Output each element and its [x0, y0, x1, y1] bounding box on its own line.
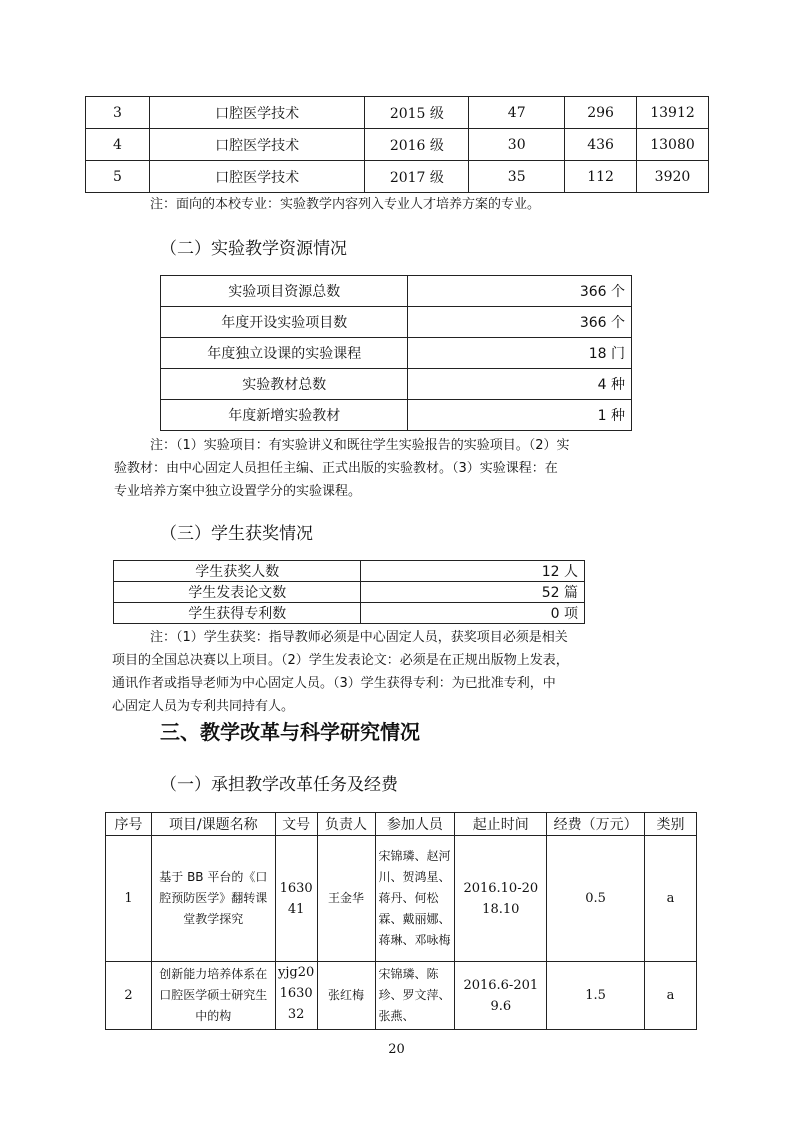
- table-cell: 112: [565, 161, 637, 193]
- column-header: 序号: [106, 813, 152, 836]
- section2-note: [114, 434, 680, 503]
- table-row: [114, 561, 585, 582]
- cell-no: 2: [106, 962, 152, 1030]
- table-cell: 52 篇: [361, 582, 585, 603]
- table-row: [106, 962, 697, 1030]
- table-row: [161, 307, 632, 338]
- table-cell: 4 种: [408, 369, 632, 400]
- table-cell: 口腔医学技术: [149, 129, 365, 161]
- column-header: 参加人员: [375, 813, 455, 836]
- table-row: [86, 97, 709, 129]
- chapter3-heading: 三、教学改革与科学研究情况: [160, 720, 420, 744]
- table1-note: 注：面向的本校专业：实验教学内容列入专业人才培养方案的专业。: [150, 197, 541, 212]
- cell-lead: 王金华: [317, 836, 375, 962]
- cell-lead: 张红梅: [317, 962, 375, 1030]
- section2-heading: （二）实验教学资源情况: [160, 239, 347, 259]
- resources-table: [160, 275, 632, 431]
- table-cell: 5: [86, 161, 150, 193]
- table-row: [161, 338, 632, 369]
- table-cell: 3920: [637, 161, 709, 193]
- table-cell: 12 人: [361, 561, 585, 582]
- table-cell: 年度开设实验项目数: [161, 307, 408, 338]
- cell-doc-no: 163041: [275, 836, 317, 962]
- table-cell: 1 种: [408, 400, 632, 431]
- note-line: 心固定人员为专利共同持有人。: [112, 699, 295, 714]
- cell-fund: 0.5: [547, 836, 645, 962]
- table-cell: 3: [86, 97, 150, 129]
- table-cell: 学生发表论文数: [114, 582, 361, 603]
- table-row: [161, 276, 632, 307]
- table-row: [86, 161, 709, 193]
- table-cell: 4: [86, 129, 150, 161]
- table-row: [161, 400, 632, 431]
- table-cell: 296: [565, 97, 637, 129]
- table-cell: 13912: [637, 97, 709, 129]
- table-cell: 366 个: [408, 276, 632, 307]
- awards-table: [113, 560, 585, 624]
- page-number: 20: [388, 1042, 405, 1057]
- table-cell: 30: [469, 129, 565, 161]
- section3-heading: （三）学生获奖情况: [160, 524, 313, 544]
- cell-category: a: [645, 962, 697, 1030]
- table-cell: 2017 级: [365, 161, 469, 193]
- table-cell: 实验教材总数: [161, 369, 408, 400]
- section3-note: [112, 626, 690, 718]
- cell-members: 宋锦璘、陈珍、罗文萍、张燕、: [378, 967, 451, 1023]
- cell-members-wrap: [375, 962, 455, 1030]
- table-cell: 436: [565, 129, 637, 161]
- table-cell: 年度新增实验教材: [161, 400, 408, 431]
- table-cell: 35: [469, 161, 565, 193]
- table-header-row: [106, 813, 697, 836]
- cell-no: 1: [106, 836, 152, 962]
- table-cell: 18 门: [408, 338, 632, 369]
- professional-table: [85, 96, 709, 193]
- table-cell: 口腔医学技术: [149, 161, 365, 193]
- column-header: 项目/课题名称: [151, 813, 275, 836]
- cell-doc-no: yjg20163032: [275, 962, 317, 1030]
- chapter3-subheading: （一）承担教学改革任务及经费: [160, 775, 398, 795]
- column-header: 类别: [645, 813, 697, 836]
- cell-period: 2016.6-2019.6: [455, 962, 547, 1030]
- table-cell: 47: [469, 97, 565, 129]
- note-line: 通讯作者或指导老师为中心固定人员。（3）学生获得专利：为已批准专利，中: [112, 676, 556, 691]
- note-line: 验教材：由中心固定人员担任主编、正式出版的实验教材。（3）实验课程：在: [114, 461, 558, 476]
- table-cell: 实验项目资源总数: [161, 276, 408, 307]
- cell-category: a: [645, 836, 697, 962]
- table-cell: 2016 级: [365, 129, 469, 161]
- note-line: 项目的全国总决赛以上项目。（2）学生发表论文：必须是在正规出版物上发表，: [112, 653, 569, 668]
- table-row: [114, 582, 585, 603]
- cell-project-name: 创新能力培养体系在口腔医学硕士研究生中的构: [159, 967, 268, 1023]
- note-line: 注：（1）实验项目：有实验讲义和既往学生实验报告的实验项目。（2）实: [150, 438, 570, 453]
- column-header: 起止时间: [455, 813, 547, 836]
- cell-project-name: 基于 BB 平台的《口腔预防医学》翻转课堂教学探究: [151, 836, 275, 962]
- table-cell: 13080: [637, 129, 709, 161]
- table-row: [106, 836, 697, 962]
- column-header: 经费（万元）: [547, 813, 645, 836]
- column-header: 文号: [275, 813, 317, 836]
- table-row: [114, 603, 585, 624]
- table-cell: 学生获得专利数: [114, 603, 361, 624]
- column-header: 负责人: [317, 813, 375, 836]
- table-row: [86, 129, 709, 161]
- table-cell: 年度独立设课的实验课程: [161, 338, 408, 369]
- table-cell: 2015 级: [365, 97, 469, 129]
- table-cell: 学生获奖人数: [114, 561, 361, 582]
- note-line: 专业培养方案中独立设置学分的实验课程。: [114, 484, 362, 499]
- table-cell: 口腔医学技术: [149, 97, 365, 129]
- table-cell: 366 个: [408, 307, 632, 338]
- note-line: 注：（1）学生获奖：指导教师必须是中心固定人员，获奖项目必须是相关: [150, 630, 568, 645]
- teaching-reform-table: [105, 812, 697, 1030]
- table-row: [161, 369, 632, 400]
- cell-members: 宋锦璘、赵河川、贺鸿星、蒋丹、何松霖、戴丽娜、蒋琳、邓咏梅: [375, 836, 455, 962]
- cell-fund: 1.5: [547, 962, 645, 1030]
- cell-project-name-wrap: [151, 962, 275, 1030]
- table-cell: 0 项: [361, 603, 585, 624]
- cell-period: 2016.10-2018.10: [455, 836, 547, 962]
